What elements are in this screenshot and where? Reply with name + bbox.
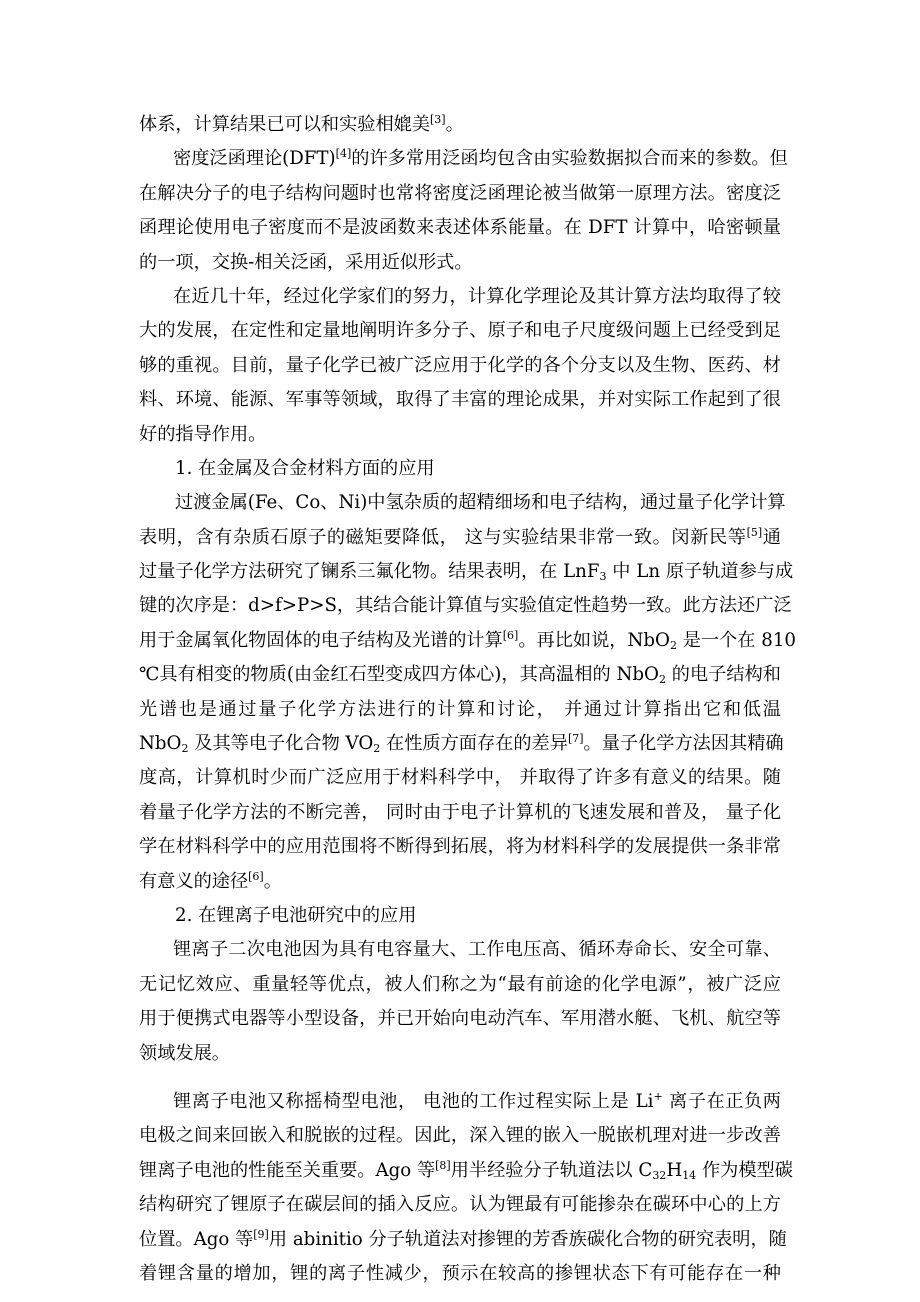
paragraph-line: [139, 555, 794, 589]
text-run: H: [666, 1159, 683, 1181]
text-run: 及其等电子化合物 VO: [188, 733, 374, 755]
text-run: 中 Ln 原子轨道参与成: [606, 561, 794, 583]
document-body: [139, 108, 796, 1291]
citation: [9]: [253, 1227, 269, 1241]
paragraph-line: 着锂含量的增加，锂的离子性减少，预示在较高的掺锂状态下有可能存在一种: [139, 1262, 781, 1284]
text-run: 。再比如说，NbO: [518, 629, 670, 651]
text-run: 用 abinitio 分子轨道法对掺锂的芳香族碳化合物的研究表明，随: [268, 1228, 787, 1250]
paragraph-line: 好的指导作用。: [139, 423, 267, 445]
subscript: 2: [181, 742, 189, 756]
paragraph-line: 够的重视。目前，量子化学已被广泛应用于化学的各个分支以及生物、医药、材: [139, 354, 781, 376]
section-heading: 2. 在锂离子电池研究中的应用: [175, 904, 417, 926]
paragraph-line: 学在材料科学中的应用范围将不断得到拓展，将为材料科学的发展提供一条非常: [139, 836, 781, 858]
paragraph-line: 无记忆效应、重量轻等优点，被人们称之为“最有前途的化学电源”，被广泛应: [139, 973, 781, 995]
paragraph-line: 着量子化学方法的不断完善， 同时由于电子计算机的飞速发展和普及， 量子化: [139, 801, 781, 823]
paragraph-line: 的一项，交换-相关泛函，采用近似形式。: [139, 251, 473, 273]
text-run: 。量子化学方法因其精确: [583, 733, 784, 755]
paragraph-line: 度高，计算机时少而广泛应用于材料科学中， 并取得了许多有意义的结果。随: [139, 767, 781, 789]
text-run: NbO: [139, 733, 182, 755]
text-run: 。: [445, 114, 464, 135]
text-run: 锂离子电池的性能至关重要。Ago 等: [139, 1159, 436, 1181]
paragraph-line: [139, 1154, 793, 1188]
text-run: 位置。Ago 等: [139, 1228, 254, 1250]
citation: [3]: [430, 113, 446, 126]
text-run: 用半经验分子轨道法以 C: [450, 1159, 653, 1181]
citation: [7]: [567, 732, 584, 746]
citation: [5]: [746, 525, 763, 539]
text-run: 密度泛函理论(DFT): [173, 148, 336, 170]
superscript: +: [653, 1089, 663, 1103]
text-run: 用于金属氧化物固体的电子结构及光谱的计算: [139, 629, 503, 651]
paragraph-line: 过渡金属(Fe、Co、Ni)中氢杂质的超精细场和电子结构，通过量子化学计算: [175, 492, 786, 514]
text-run: 是一个在 810: [676, 629, 796, 651]
paragraph-line: 函理论使用电子密度而不是波函数来表述体系能量。在 DFT 计算中，哈密顿量: [139, 217, 781, 239]
paragraph-line: [139, 658, 781, 692]
paragraph-line: [139, 1085, 781, 1119]
paragraph-line: 领域发展。: [139, 1042, 230, 1064]
text-run: 的许多常用泛函均包含由实验数据拟合而来的参数。但: [351, 148, 788, 170]
subscript: 14: [682, 1168, 697, 1182]
subscript: 2: [669, 638, 677, 652]
text-run: 通: [762, 526, 781, 548]
text-run: 体系，计算结果已可以和实验相媲美: [139, 114, 431, 135]
paragraph-line: 锂离子二次电池因为具有电容量大、工作电压高、循环寿命长、安全可靠、: [173, 939, 781, 961]
paragraph-line: 大的发展，在定性和定量地阐明许多分子、原子和电子尺度级问题上已经受到足: [139, 320, 781, 342]
text-run: ℃具有相变的物质(由金红石型变成四方体心)，其高温相的 NbO: [139, 664, 659, 686]
text-run: 离子在正负两: [662, 1090, 781, 1112]
subscript: 2: [373, 742, 381, 756]
citation: [6]: [502, 628, 519, 642]
section-heading: 1. 在金属及合金材料方面的应用: [175, 457, 435, 479]
paragraph-line: [139, 865, 781, 899]
subscript: 3: [599, 570, 607, 584]
text-run: 过量子化学方法研究了镧系三氟化物。结果表明，在 LnF: [139, 561, 600, 583]
paragraph-line: [139, 1223, 787, 1257]
text-run: 表明，含有杂质石原子的磁矩要降低， 这与实验结果非常一致。闵新民等: [139, 526, 747, 548]
text-run: 。: [263, 870, 282, 892]
text-run: 在性质方面存在的差异: [380, 733, 568, 755]
citation: [4]: [335, 147, 352, 161]
citation: [6]: [248, 869, 264, 883]
text-run: 的电子结构和: [665, 664, 781, 686]
paragraph-line: [139, 521, 781, 555]
paragraph-spacer: [139, 1071, 781, 1085]
text-run: 锂离子电池又称摇椅型电池， 电池的工作过程实际上是 Li: [173, 1090, 654, 1112]
paragraph-line: 料、环境、能源、军事等领域，取得了丰富的理论成果，并对实际工作起到了很: [139, 389, 781, 411]
paragraph-line: 在近几十年，经过化学家们的努力，计算化学理论及其计算方法均取得了较: [173, 285, 781, 307]
paragraph-line: 光谱也是通过量子化学方法进行的计算和讨论， 并通过计算指出它和低温: [139, 698, 781, 720]
paragraph-line: [139, 142, 788, 176]
paragraph-line: 电极之间来回嵌入和脱嵌的过程。因此，深入锂的嵌入一脱嵌机理对进一步改善: [139, 1125, 781, 1147]
citation: [8]: [435, 1158, 451, 1172]
text-run: 有意义的途径: [139, 870, 249, 892]
subscript: 2: [658, 673, 666, 687]
paragraph-line: [139, 108, 781, 142]
paragraph-line: [139, 624, 796, 658]
paragraph-line: 键的次序是：d>f>P>S，其结合能计算值与实验值定性趋势一致。此方法还广泛: [139, 595, 792, 617]
paragraph-line: [139, 727, 784, 761]
paragraph-line: 在解决分子的电子结构问题时也常将密度泛函理论被当做第一原理方法。密度泛: [139, 182, 781, 204]
subscript: 32: [652, 1168, 667, 1182]
text-run: 作为模型碳: [696, 1159, 793, 1181]
paragraph-line: 结构研究了锂原子在碳层间的插入反应。认为锂最有可能掺杂在碳环中心的上方: [139, 1194, 781, 1216]
paragraph-line: 用于便携式电器等小型设备，并已开始向电动汽车、军用潜水艇、飞机、航空等: [139, 1008, 781, 1030]
